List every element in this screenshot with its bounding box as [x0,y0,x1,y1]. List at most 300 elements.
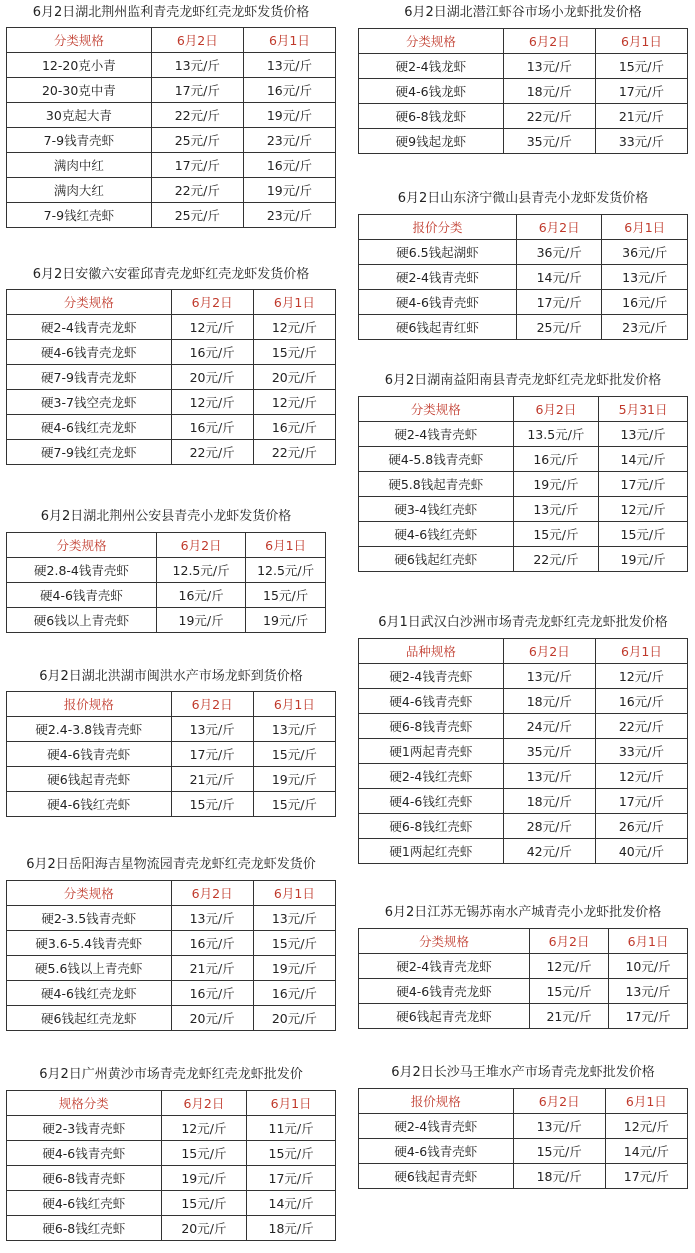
table-row [7,1166,336,1191]
price-table-block-1 [6,4,336,228]
table-cell: 24元/斤 [503,714,595,739]
table-row [7,415,336,440]
table-cell: 14元/斤 [247,1191,336,1216]
header-cell-spec: 报价规格 [7,692,172,717]
table-cell: 17元/斤 [609,1004,688,1029]
price-table-block-8 [358,190,688,340]
table-cell: 硬6-8钱青壳虾 [359,714,504,739]
table-cell: 13元/斤 [503,54,595,79]
table-cell: 21元/斤 [530,1004,609,1029]
table-cell: 7-9钱红壳虾 [7,203,152,228]
table-cell: 硬6-8钱红壳虾 [7,1216,162,1241]
table-row [7,53,336,78]
table-cell: 30克起大青 [7,103,152,128]
table-cell: 硬6钱起青壳虾 [359,1164,514,1189]
table-cell: 12元/斤 [161,1116,247,1141]
table-row [359,547,688,572]
table-cell: 硬2-4钱青壳虾 [359,664,504,689]
table-cell: 硬5.6钱以上青壳虾 [7,956,172,981]
table-header-row [7,533,326,558]
table-row [7,931,336,956]
table-cell: 12-20克小青 [7,53,152,78]
header-cell-date2: 6月1日 [605,1089,687,1114]
table-cell: 17元/斤 [247,1166,336,1191]
table-row [359,764,688,789]
price-table-block-3 [6,508,326,633]
table-cell: 17元/斤 [171,742,253,767]
table-cell: 13元/斤 [602,265,688,290]
table-row [359,954,688,979]
header-cell-spec: 报价规格 [359,1089,514,1114]
table-cell: 15元/斤 [161,1141,247,1166]
table-row [7,1006,336,1031]
table-cell: 23元/斤 [243,128,335,153]
table-cell: 硬2-4钱青壳虾 [359,265,517,290]
table-cell: 15元/斤 [530,979,609,1004]
table-row [7,558,326,583]
table-row [7,390,336,415]
table-cell: 硬4-6钱青壳龙虾 [7,340,172,365]
table-cell: 21元/斤 [171,767,253,792]
table-cell: 12元/斤 [171,390,253,415]
header-cell-date1: 6月2日 [503,29,595,54]
table-cell: 硬2-4钱青壳龙虾 [7,315,172,340]
header-cell-date1: 6月2日 [503,639,595,664]
price-table [358,214,688,340]
table-cell: 硬4-6钱红壳虾 [7,1191,162,1216]
table-title: 6月2日湖北荆州公安县青壳小龙虾发货价格 [40,509,292,524]
table-header-row [7,290,336,315]
table-cell: 硬4-6钱红壳虾 [359,789,504,814]
header-cell-spec: 分类规格 [7,881,172,906]
table-cell: 19元/斤 [253,767,335,792]
table-header-row [7,1091,336,1116]
table-header-row [359,215,688,240]
table-cell: 19元/斤 [253,956,335,981]
table-cell: 16元/斤 [171,931,253,956]
table-row [7,178,336,203]
table-row [359,1164,688,1189]
table-cell: 12元/斤 [253,390,335,415]
table-cell: 硬4-6钱青壳虾 [7,583,157,608]
table-cell: 22元/斤 [171,440,253,465]
table-row [359,979,688,1004]
table-cell: 硬6钱起红壳虾 [359,547,514,572]
table-cell: 15元/斤 [253,742,335,767]
table-cell: 13元/斤 [503,664,595,689]
table-cell: 硬2-3钱青壳虾 [7,1116,162,1141]
table-cell: 14元/斤 [605,1139,687,1164]
table-row [359,1114,688,1139]
table-cell: 16元/斤 [243,78,335,103]
table-cell: 7-9钱青壳虾 [7,128,152,153]
table-cell: 15元/斤 [253,340,335,365]
table-cell: 15元/斤 [513,1139,605,1164]
table-title: 6月2日广州黄沙市场青壳龙虾红壳龙虾批发价 [39,1067,303,1082]
header-cell-date1: 6月2日 [161,1091,247,1116]
table-cell: 33元/斤 [595,739,687,764]
table-cell: 19元/斤 [161,1166,247,1191]
table-cell: 13元/斤 [513,1114,605,1139]
table-cell: 42元/斤 [503,839,595,864]
header-cell-date1: 6月2日 [171,881,253,906]
table-row [7,103,336,128]
header-cell-spec: 分类规格 [7,290,172,315]
table-cell: 硬4-6钱青壳虾 [7,742,172,767]
table-cell: 23元/斤 [243,203,335,228]
table-cell: 硬6钱起青壳虾 [7,767,172,792]
header-cell-date2: 6月1日 [253,290,335,315]
table-cell: 17元/斤 [595,79,687,104]
table-cell: 17元/斤 [151,153,243,178]
table-row [7,128,336,153]
table-cell: 硬4-6钱红壳龙虾 [7,415,172,440]
table-row [7,906,336,931]
table-cell: 13元/斤 [503,764,595,789]
table-cell: 17元/斤 [599,472,688,497]
table-cell: 22元/斤 [151,178,243,203]
table-cell: 硬6-8钱红壳虾 [359,814,504,839]
table-cell: 12元/斤 [595,664,687,689]
price-table-block-5 [6,856,336,1031]
price-table [358,928,688,1029]
table-cell: 15元/斤 [599,522,688,547]
table-cell: 硬1两起青壳虾 [359,739,504,764]
table-cell: 16元/斤 [253,981,335,1006]
table-cell: 硬3.6-5.4钱青壳虾 [7,931,172,956]
table-cell: 硬3-7钱空壳龙虾 [7,390,172,415]
price-table [6,880,336,1031]
table-row [7,203,336,228]
table-row [359,497,688,522]
table-row [359,129,688,154]
table-cell: 25元/斤 [516,315,602,340]
table-cell: 13元/斤 [253,906,335,931]
price-table-block-11 [358,904,688,1029]
header-cell-spec: 规格分类 [7,1091,162,1116]
table-cell: 12元/斤 [253,315,335,340]
header-cell-date2: 6月1日 [609,929,688,954]
table-cell: 19元/斤 [246,608,326,633]
table-cell: 14元/斤 [516,265,602,290]
table-cell: 36元/斤 [602,240,688,265]
table-row [359,472,688,497]
table-title: 6月2日长沙马王堆水产市场青壳龙虾批发价格 [391,1065,655,1080]
table-cell: 16元/斤 [595,689,687,714]
table-title: 6月2日湖北潜江虾谷市场小龙虾批发价格 [404,5,642,20]
table-cell: 13元/斤 [599,422,688,447]
table-cell: 硬2-4钱青壳虾 [359,422,514,447]
table-cell: 20元/斤 [253,1006,335,1031]
table-cell: 硬2.4-3.8钱青壳虾 [7,717,172,742]
table-cell: 18元/斤 [503,79,595,104]
table-cell: 21元/斤 [595,104,687,129]
table-cell: 11元/斤 [247,1116,336,1141]
table-cell: 硬7-9钱青壳龙虾 [7,365,172,390]
header-cell-date2: 5月31日 [599,397,688,422]
table-title: 6月2日岳阳海吉星物流园青壳龙虾红壳龙虾发货价 [26,857,316,872]
table-cell: 36元/斤 [516,240,602,265]
price-table [6,532,326,633]
table-cell: 12元/斤 [605,1114,687,1139]
table-cell: 17元/斤 [595,789,687,814]
table-cell: 18元/斤 [247,1216,336,1241]
price-table-block-7 [358,4,688,154]
table-header-row [7,881,336,906]
header-cell-date1: 6月2日 [513,1089,605,1114]
table-cell: 19元/斤 [599,547,688,572]
table-header-row [7,28,336,53]
table-cell: 22元/斤 [503,104,595,129]
price-table [6,691,336,817]
header-cell-date2: 6月1日 [253,881,335,906]
table-header-row [359,1089,688,1114]
table-cell: 40元/斤 [595,839,687,864]
table-title: 6月2日江苏无锡苏南水产城青壳小龙虾批发价格 [384,905,662,920]
table-cell: 硬4-6钱青壳虾 [359,689,504,714]
table-cell: 13元/斤 [513,497,599,522]
table-cell: 19元/斤 [243,178,335,203]
header-cell-date2: 6月1日 [595,29,687,54]
table-row [359,1004,688,1029]
table-cell: 22元/斤 [151,103,243,128]
table-cell: 18元/斤 [503,689,595,714]
table-cell: 18元/斤 [513,1164,605,1189]
price-table-block-9 [358,372,688,572]
table-cell: 16元/斤 [253,415,335,440]
table-cell: 16元/斤 [171,981,253,1006]
table-cell: 19元/斤 [243,103,335,128]
table-row [7,956,336,981]
table-header-row [7,692,336,717]
table-row [359,315,688,340]
table-cell: 17元/斤 [516,290,602,315]
table-row [7,717,336,742]
table-cell: 硬3-4钱红壳虾 [359,497,514,522]
table-cell: 19元/斤 [513,472,599,497]
table-cell: 10元/斤 [609,954,688,979]
table-cell: 15元/斤 [253,931,335,956]
table-cell: 硬6钱起青红虾 [359,315,517,340]
table-title: 6月2日湖北洪湖市闽洪水产市场龙虾到货价格 [39,669,303,684]
table-cell: 硬9钱起龙虾 [359,129,504,154]
table-row [359,447,688,472]
table-cell: 13元/斤 [253,717,335,742]
table-cell: 硬6钱起青壳龙虾 [359,1004,530,1029]
table-cell: 硬2-4钱龙虾 [359,54,504,79]
header-cell-date2: 6月1日 [243,28,335,53]
header-cell-date2: 6月1日 [253,692,335,717]
table-cell: 硬6-8钱龙虾 [359,104,504,129]
table-row [359,54,688,79]
header-cell-date2: 6月1日 [595,639,687,664]
table-title: 6月2日安徽六安霍邱青壳龙虾红壳龙虾发货价格 [32,267,310,282]
table-cell: 硬6钱以上青壳虾 [7,608,157,633]
table-cell: 硬4-6钱青壳虾 [359,290,517,315]
table-row [7,340,336,365]
header-cell-spec: 分类规格 [7,533,157,558]
table-cell: 硬2-4钱青壳虾 [359,1114,514,1139]
header-cell-spec: 分类规格 [7,28,152,53]
table-cell: 33元/斤 [595,129,687,154]
table-header-row [359,639,688,664]
header-cell-date2: 6月1日 [246,533,326,558]
table-row [7,742,336,767]
header-cell-date1: 6月2日 [151,28,243,53]
price-table [6,289,336,465]
header-cell-date2: 6月1日 [602,215,688,240]
price-table [358,638,688,864]
table-row [7,153,336,178]
table-row [7,365,336,390]
table-header-row [359,929,688,954]
table-cell: 15元/斤 [171,792,253,817]
table-cell: 12元/斤 [595,764,687,789]
table-cell: 19元/斤 [156,608,245,633]
table-cell: 硬4-6钱龙虾 [359,79,504,104]
table-title: 6月1日武汉白沙洲市场青壳龙虾红壳龙虾批发价格 [378,615,668,630]
table-row [359,739,688,764]
table-row [359,422,688,447]
table-row [7,1141,336,1166]
price-table [6,1090,336,1241]
table-cell: 20元/斤 [171,1006,253,1031]
table-cell: 22元/斤 [595,714,687,739]
table-cell: 20-30克中青 [7,78,152,103]
table-cell: 16元/斤 [243,153,335,178]
table-cell: 26元/斤 [595,814,687,839]
table-row [359,79,688,104]
header-cell-date1: 6月2日 [171,692,253,717]
table-cell: 13元/斤 [171,906,253,931]
table-cell: 28元/斤 [503,814,595,839]
price-table-block-10 [358,614,688,864]
table-row [359,839,688,864]
table-cell: 17元/斤 [605,1164,687,1189]
table-cell: 25元/斤 [151,203,243,228]
table-row [7,440,336,465]
table-cell: 12.5元/斤 [246,558,326,583]
table-cell: 20元/斤 [171,365,253,390]
table-row [7,1116,336,1141]
price-table [358,28,688,154]
table-cell: 硬4-6钱红壳龙虾 [7,981,172,1006]
table-cell: 满肉大红 [7,178,152,203]
table-cell: 15元/斤 [161,1191,247,1216]
table-title: 6月2日湖南益阳南县青壳龙虾红壳龙虾批发价格 [384,373,662,388]
table-row [359,714,688,739]
table-cell: 12元/斤 [530,954,609,979]
header-cell-date1: 6月2日 [156,533,245,558]
header-cell-date1: 6月2日 [513,397,599,422]
table-row [7,608,326,633]
table-cell: 15元/斤 [253,792,335,817]
table-cell: 硬4-6钱青壳虾 [7,1141,162,1166]
table-cell: 15元/斤 [595,54,687,79]
table-cell: 12元/斤 [599,497,688,522]
header-cell-date1: 6月2日 [530,929,609,954]
table-row [7,1191,336,1216]
table-cell: 13元/斤 [151,53,243,78]
header-cell-date1: 6月2日 [171,290,253,315]
table-row [359,664,688,689]
table-row [7,792,336,817]
table-cell: 硬2.8-4钱青壳虾 [7,558,157,583]
table-cell: 硬4-6钱青壳龙虾 [359,979,530,1004]
header-cell-spec: 分类规格 [359,29,504,54]
table-title: 6月2日湖北荆州监利青壳龙虾红壳龙虾发货价格 [32,5,310,20]
table-cell: 16元/斤 [156,583,245,608]
table-cell: 13元/斤 [171,717,253,742]
table-cell: 硬6.5钱起湖虾 [359,240,517,265]
header-cell-date2: 6月1日 [247,1091,336,1116]
table-cell: 12.5元/斤 [156,558,245,583]
table-row [7,315,336,340]
table-cell: 硬2-3.5钱青壳虾 [7,906,172,931]
table-cell: 13.5元/斤 [513,422,599,447]
table-cell: 25元/斤 [151,128,243,153]
table-row [7,583,326,608]
price-table-block-2 [6,266,336,465]
table-row [359,104,688,129]
table-cell: 硬1两起红壳虾 [359,839,504,864]
table-row [7,78,336,103]
table-cell: 14元/斤 [599,447,688,472]
price-table [358,1088,688,1189]
table-cell: 硬4-6钱红壳虾 [359,522,514,547]
price-table [6,27,336,228]
table-cell: 15元/斤 [513,522,599,547]
table-cell: 硬4-6钱红壳虾 [7,792,172,817]
table-cell: 硬6-8钱青壳虾 [7,1166,162,1191]
table-cell: 20元/斤 [253,365,335,390]
table-row [359,814,688,839]
table-cell: 16元/斤 [602,290,688,315]
table-cell: 17元/斤 [151,78,243,103]
table-row [7,1216,336,1241]
table-cell: 硬5.8钱起青壳虾 [359,472,514,497]
table-header-row [359,397,688,422]
table-cell: 16元/斤 [171,415,253,440]
table-cell: 22元/斤 [253,440,335,465]
table-cell: 13元/斤 [243,53,335,78]
price-table-block-4 [6,668,336,817]
table-row [7,767,336,792]
header-cell-date1: 6月2日 [516,215,602,240]
table-cell: 12元/斤 [171,315,253,340]
table-cell: 20元/斤 [161,1216,247,1241]
table-cell: 35元/斤 [503,739,595,764]
table-cell: 硬6钱起红壳龙虾 [7,1006,172,1031]
table-row [359,1139,688,1164]
table-cell: 13元/斤 [609,979,688,1004]
table-cell: 15元/斤 [246,583,326,608]
header-cell-spec: 分类规格 [359,929,530,954]
table-row [359,290,688,315]
table-cell: 硬2-4钱红壳虾 [359,764,504,789]
table-cell: 硬7-9钱红壳龙虾 [7,440,172,465]
table-header-row [359,29,688,54]
header-cell-spec: 报价分类 [359,215,517,240]
table-row [359,789,688,814]
header-cell-spec: 品种规格 [359,639,504,664]
table-cell: 22元/斤 [513,547,599,572]
table-cell: 15元/斤 [247,1141,336,1166]
table-cell: 硬2-4钱青壳龙虾 [359,954,530,979]
table-row [359,240,688,265]
table-cell: 23元/斤 [602,315,688,340]
table-cell: 硬4-5.8钱青壳虾 [359,447,514,472]
